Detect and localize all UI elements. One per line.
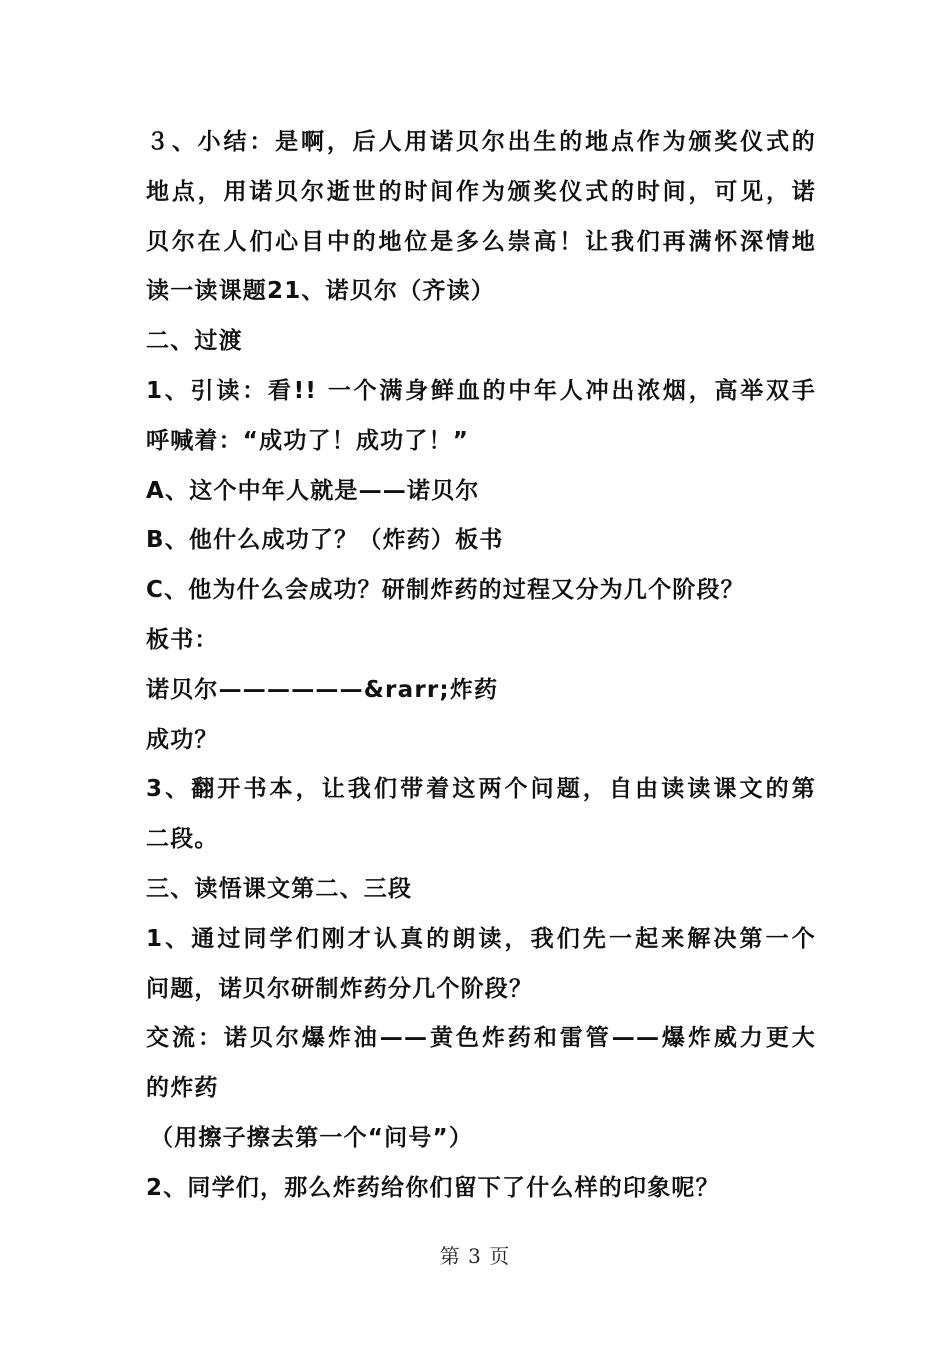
text-line: 的炸药: [146, 1075, 219, 1102]
text-line: 诺贝尔——————&rarr;炸药: [146, 676, 499, 703]
text-line: 问题，诺贝尔研制炸药分几个阶段？: [146, 975, 534, 1002]
text-line: 3、翻开书本，让我们带着这两个问题，自由读读课文的第: [146, 776, 816, 803]
text-line: 交流：诺贝尔爆炸油——黄色炸药和雷管——爆炸威力更大: [146, 1025, 816, 1052]
page-number: 第 3 页: [439, 1244, 511, 1268]
section-heading: 三、读悟课文第二、三段: [146, 875, 413, 902]
text-line: 1、引读：看!! 一个满身鲜血的中年人冲出浓烟，高举双手: [146, 377, 816, 404]
text-line: 呼喊着：“成功了！成功了！”: [146, 427, 470, 454]
text-line: 贝尔在人们心目中的地位是多么崇高！让我们再满怀深情地: [146, 228, 816, 255]
text-line: B、他什么成功了？（炸药）板书: [146, 527, 504, 554]
text-line: ３、小结：是啊，后人用诺贝尔出生的地点作为颁奖仪式的: [146, 129, 816, 155]
text-line: 读一读课题21、诺贝尔（齐读）: [146, 278, 496, 305]
text-line: （用擦子擦去第一个“问号”）: [150, 1124, 474, 1151]
text-line: 板书：: [146, 626, 219, 653]
text-line: 1、通过同学们刚才认真的朗读，我们先一起来解决第一个: [146, 925, 816, 952]
section-heading: 二、过渡: [146, 328, 243, 355]
text-line: 地点，用诺贝尔逝世的时间作为颁奖仪式的时间，可见，诺: [146, 178, 816, 205]
text-line: A、这个中年人就是——诺贝尔: [146, 477, 480, 504]
document-body: [146, 118, 816, 1214]
text-line: 二段。: [146, 826, 219, 853]
text-line: C、他为什么会成功？研制炸药的过程又分为几个阶段？: [146, 577, 745, 604]
text-line: 2、同学们，那么炸药给你们留下了什么样的印象呢？: [146, 1174, 720, 1201]
text-line: 成功？: [146, 726, 219, 753]
